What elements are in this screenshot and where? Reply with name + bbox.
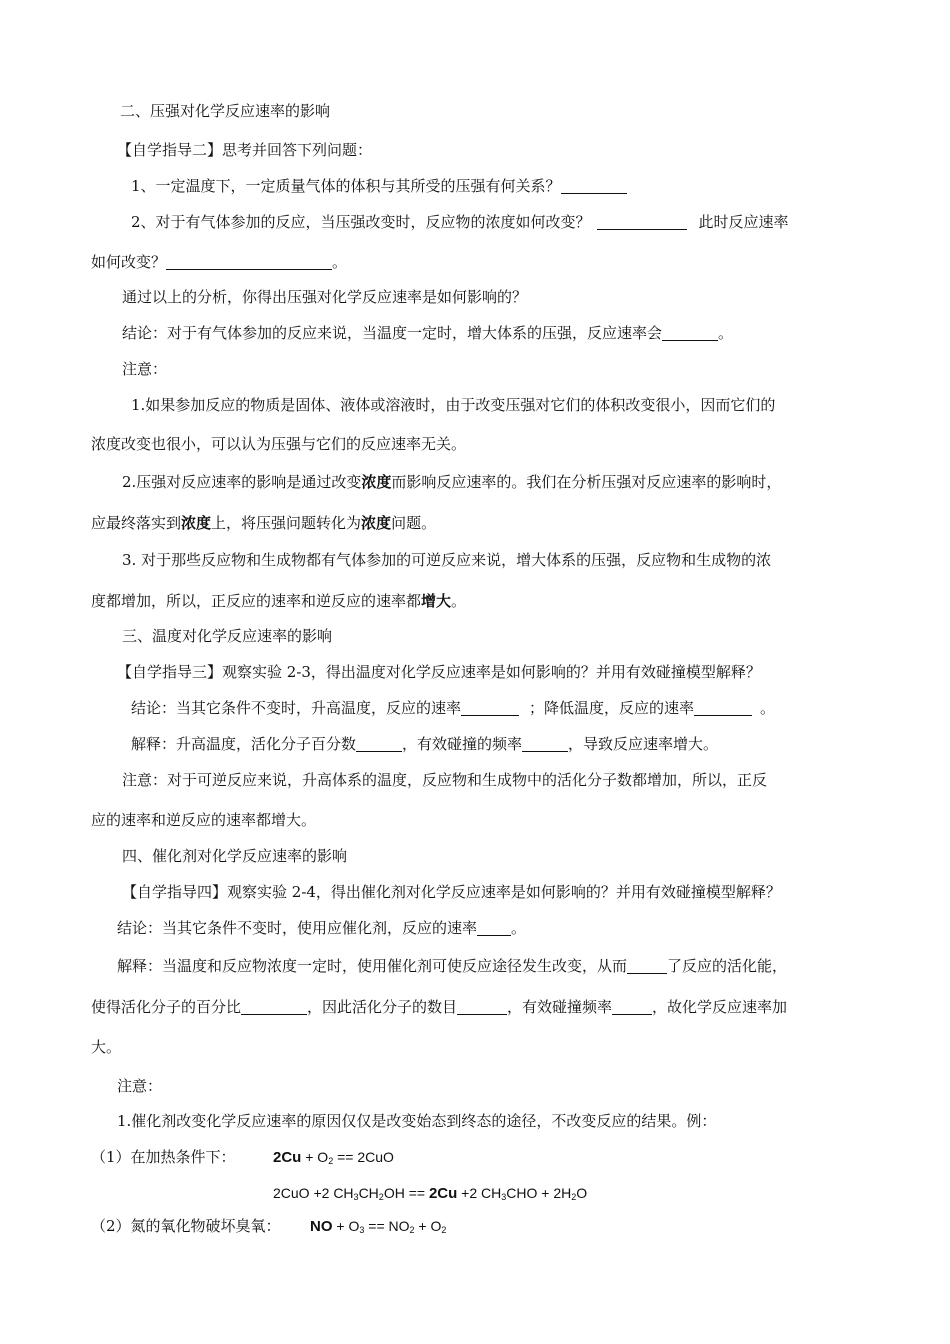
catalyst-note-1: 1.催化剂改变化学反应速率的原因仅仅是改变始态到终态的途径，不改变反应的结果。例： [117, 1112, 717, 1130]
analysis-question: 通过以上的分析，你得出压强对化学反应速率是如何影响的？ [122, 288, 528, 306]
note-3-line-2: 度都增加，所以，正反应的速率和逆反应的速率都增大。 [91, 592, 467, 610]
answer-blank [662, 326, 718, 341]
equation-3: NO + $O_3 == NO_2 + O_2$ [310, 1218, 447, 1235]
guide-four: 【自学指导四】观察实验 2-4，得出催化剂对化学反应速率是如何影响的？并用有效碰撞模型解释？ [122, 883, 781, 901]
answer-blank [627, 959, 667, 974]
answer-blank [694, 701, 752, 716]
example-2-label: （2）氮的氧化物破坏臭氧： [91, 1217, 281, 1235]
catalyst-conclusion: 结论：当其它条件不变时，使用应催化剂，反应的速率 。 [117, 919, 527, 937]
section-heading-temperature: 三、温度对化学反应速率的影响 [122, 627, 333, 645]
example-1-label: （1）在加热条件下： [91, 1148, 236, 1166]
note-label: 注意： [122, 360, 168, 378]
guide-three: 【自学指导三】观察实验 2-3，得出温度对化学反应速率是如何影响的？并用有效碰撞模型解释？ [117, 663, 761, 681]
note-2-line-2: 应最终落实到浓度上，将压强问题转化为浓度问题。 [91, 514, 437, 532]
temperature-explanation: 解释：升高温度，活化分子百分数 ，有效碰撞的频率 ，导致反应速率增大。 [131, 735, 719, 753]
guide-two: 【自学指导二】思考并回答下列问题： [117, 141, 373, 159]
temperature-note-line-2: 应的速率和逆反应的速率都增大。 [91, 811, 317, 829]
pressure-conclusion: 结论：对于有气体参加的反应来说，当温度一定时，增大体系的压强，反应速率会 。 [122, 324, 734, 342]
answer-blank [522, 737, 568, 752]
catalyst-explanation-line-3: 大。 [91, 1038, 122, 1056]
question-2: 2、对于有气体参加的反应，当压强改变时，反应物的浓度如何改变？ 此时反应速率 [131, 213, 789, 231]
section-heading-pressure: 二、压强对化学反应速率的影响 [120, 102, 331, 120]
answer-blank [612, 1000, 652, 1015]
answer-blank [597, 215, 687, 230]
note-1-line-2: 浓度改变也很小，可以认为压强与它们的反应速率无关。 [91, 435, 467, 453]
answer-blank [461, 701, 519, 716]
note-3-line-1: 3. 对于那些反应物和生成物都有气体参加的可逆反应来说，增大体系的压强，反应物和生成物的浓 [122, 551, 772, 569]
equation-1: $2Cu + O_2 == 2CuO$ [273, 1149, 394, 1166]
catalyst-explanation-line-1: 解释：当温度和反应物浓度一定时，使用催化剂可使反应途径发生改变，从而 了反应的活化能， [117, 957, 788, 975]
question-2-cont: 如何改变？ 。 [91, 253, 348, 271]
answer-blank [477, 921, 511, 936]
temperature-conclusion: 结论：当其它条件不变时，升高温度，反应的速率 ；降低温度，反应的速率 。 [131, 699, 776, 717]
note-1-line-1: 1.如果参加反应的物质是固体、液体或溶液时，由于改变压强对它们的体积改变很小，因而它们的 [131, 396, 776, 414]
catalyst-explanation-line-2: 使得活化分子的百分比 ，因此活化分子的数目 ，有效碰撞频率 ，故化学反应速率加 [91, 998, 788, 1016]
equation-2: 2CuO +2 $CH_3CH_2OH == 2Cu +2$ $CH_3CHO + 2H_2O$ [273, 1185, 588, 1202]
answer-blank [457, 1000, 507, 1015]
answer-blank [166, 255, 332, 270]
answer-blank [561, 179, 627, 194]
question-1: 1、一定温度下，一定质量气体的体积与其所受的压强有何关系？ [131, 176, 627, 196]
answer-blank [241, 1000, 307, 1015]
temperature-note-line-1: 注意：对于可逆反应来说，升高体系的温度，反应物和生成物中的活化分子数都增加，所以，正反 [122, 771, 768, 789]
answer-blank [356, 737, 402, 752]
section-heading-catalyst: 四、催化剂对化学反应速率的影响 [122, 847, 348, 865]
catalyst-note-label: 注意： [117, 1077, 163, 1095]
note-2-line-1: 2.压强对反应速率的影响是通过改变浓度而影响反应速率的。我们在分析压强对反应速率的影响时， [122, 473, 782, 491]
